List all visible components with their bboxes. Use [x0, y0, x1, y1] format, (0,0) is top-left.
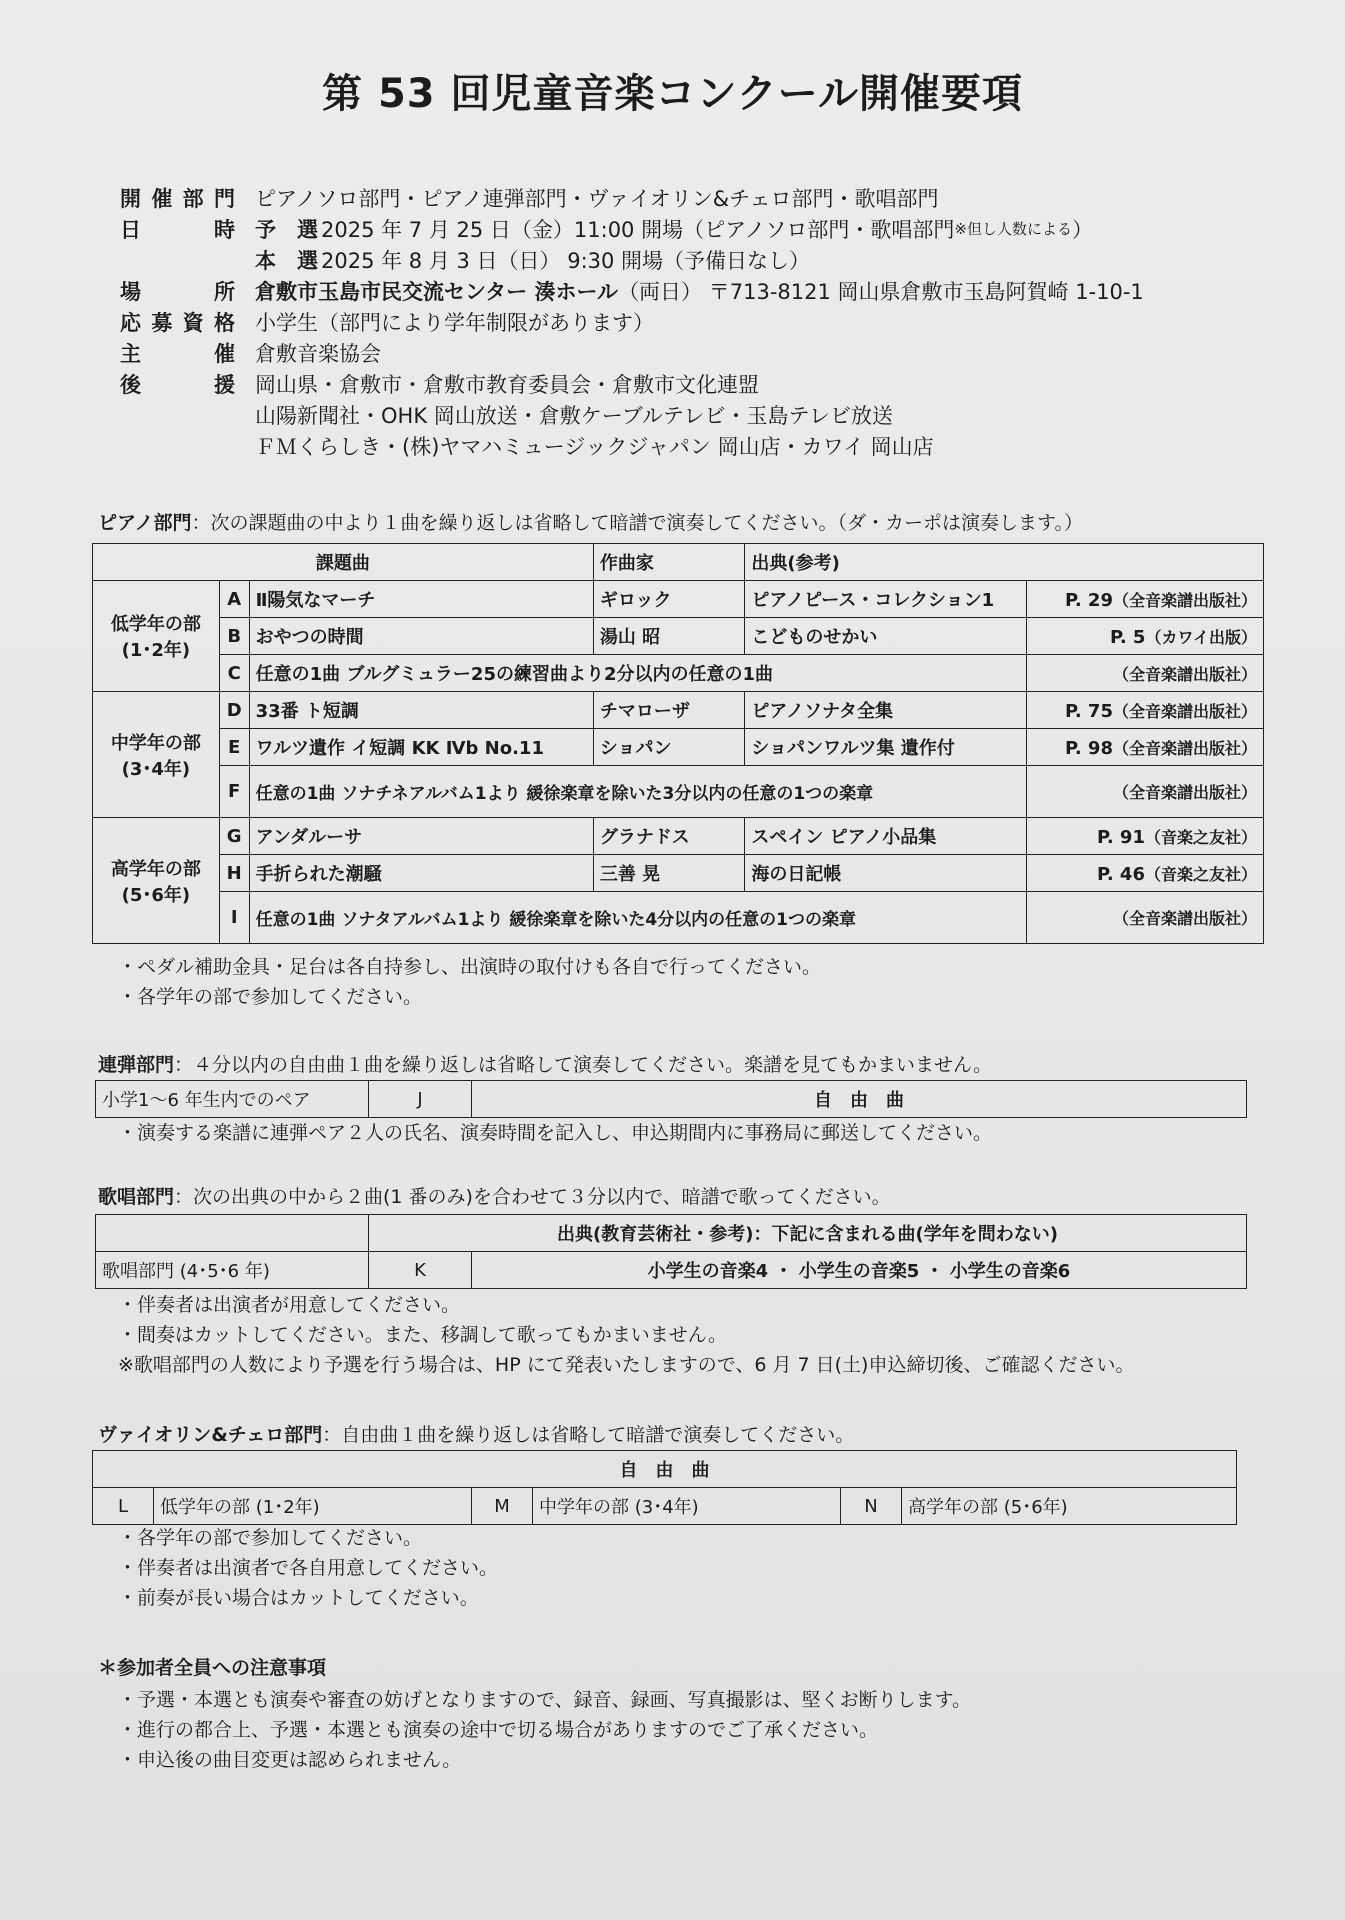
table-row: B おやつの時間 湯山 昭 こどものせかい P. 5（カワイ出版）	[93, 618, 1264, 655]
table-row: F 任意の1曲 ソナチネアルバム1より 緩徐楽章を除いた3分以内の任意の1つの楽章 （全音楽譜出版社）	[93, 766, 1264, 818]
info-date-prelim: 日 時 予 選 2025 年 7 月 25 日（金）11:00 開場（ピアノソロ部門・歌唱部門 ※但し人数による ）	[120, 217, 1093, 242]
table-row: L 低学年の部 (1･2年) M 中学年の部 (3･4年) N 高学年の部 (5･6年)	[93, 1488, 1237, 1525]
col-composer-header: 作曲家	[593, 544, 745, 581]
info-support-3: ＦＭくらしき・(株)ヤマハミュージックジャパン 岡山店・カワイ 岡山店	[255, 434, 934, 459]
info-venue: 場 所 倉敷市玉島市民交流センター 湊ホール （両日） 〒713-8121 岡山県倉敷市玉島阿賀崎 1-10-1	[120, 279, 1144, 304]
table-row: E ワルツ遺作 イ短調 KK Ⅳb No.11 ショパン ショパンワルツ集 遺作付 P. 98（全音楽譜出版社）	[93, 729, 1264, 766]
group-mid: 中学年の部 (3･4年)	[93, 692, 220, 818]
caution-heading: ＊参加者全員への注意事項	[98, 1657, 327, 1679]
group-low: 低学年の部 (1･2年)	[93, 581, 220, 692]
col-piece-header: 課題曲	[93, 544, 594, 581]
table-row: 自 由 曲	[93, 1451, 1237, 1488]
piano-table	[92, 543, 1264, 944]
table-row: 出典(教育芸術社・参考)：下記に含まれる曲(学年を問わない)	[96, 1215, 1247, 1252]
info-organizer: 主 催 倉敷音楽協会	[120, 341, 381, 366]
vocal-notes: ・伴奏者は出演者が用意してください。 ・間奏はカットしてください。また、移調して歌ってもかまいません。 ※歌唱部門の人数により予選を行う場合は、HP にて発表いたしますので、6 月 7 日(土)申込締切後、ご確認ください。	[118, 1294, 1135, 1376]
strings-table	[92, 1450, 1237, 1525]
table-row: 小学1～6 年生内でのペア J 自 由 曲	[96, 1081, 1247, 1118]
info-support-2: 山陽新聞社・OHK 岡山放送・倉敷ケーブルテレビ・玉島テレビ放送	[255, 403, 894, 428]
table-row: 中学年の部 (3･4年) D 33番 ト短調 チマローザ ピアノソナタ全集 P. 75（全音楽譜出版社）	[93, 692, 1264, 729]
piano-table-header	[93, 544, 1264, 581]
table-row: 低学年の部 (1･2年) A Ⅱ陽気なマーチ ギロック ピアノピース・コレクション1 P. 29（全音楽譜出版社）	[93, 581, 1264, 618]
duet-table	[95, 1080, 1247, 1118]
piano-notes: ・ペダル補助金具・足台は各自持参し、出演時の取付けも各自で行ってください。 ・各学年の部で参加してください。	[118, 956, 822, 1008]
strings-notes: ・各学年の部で参加してください。 ・伴奏者は出演者で各自用意してください。 ・前奏が長い場合はカットしてください。	[118, 1527, 499, 1609]
strings-section-heading: ヴァイオリン&チェロ部門：自由曲１曲を繰り返しは省略して暗譜で演奏してください。	[98, 1424, 855, 1446]
duet-section-heading: 連弾部門：４分以内の自由曲１曲を繰り返しは省略して演奏してください。楽譜を見てもかまいません。	[98, 1054, 993, 1076]
info-divisions: 開催部門 ピアノソロ部門・ピアノ連弾部門・ヴァイオリン&チェロ部門・歌唱部門	[120, 186, 939, 211]
info-date-final: 本 選 2025 年 8 月 3 日（日） 9:30 開場（予備日なし）	[255, 248, 811, 273]
table-row: I 任意の1曲 ソナタアルバム1より 緩徐楽章を除いた4分以内の任意の1つの楽章 （全音楽譜出版社）	[93, 892, 1264, 944]
group-high: 高学年の部 (5･6年)	[93, 818, 220, 944]
vocal-table	[95, 1214, 1247, 1289]
caution-list: ・予選・本選とも演奏や審査の妨げとなりますので、録音、録画、写真撮影は、堅くお断りします。 ・進行の都合上、予選・本選とも演奏の途中で切る場合がありますのでご了承ください。 ・申込後の曲目変更は認められません。	[118, 1689, 972, 1771]
table-row: H 手折られた潮騒 三善 晃 海の日記帳 P. 46（音楽之友社）	[93, 855, 1264, 892]
page-title: 第 53 回児童音楽コンクール開催要項	[322, 71, 1023, 117]
table-row: 高学年の部 (5･6年) G アンダルーサ グラナドス スペイン ピアノ小品集 P. 91（音楽之友社）	[93, 818, 1264, 855]
table-row: C 任意の1曲 ブルグミュラー25の練習曲より2分以内の任意の1曲 （全音楽譜出版社）	[93, 655, 1264, 692]
info-support: 後 援 岡山県・倉敷市・倉敷市教育委員会・倉敷市文化連盟	[120, 372, 759, 397]
duet-notes: ・演奏する楽譜に連弾ペア２人の氏名、演奏時間を記入し、申込期間内に事務局に郵送してください。	[118, 1122, 993, 1144]
table-row: 歌唱部門 (4･5･6 年) K 小学生の音楽4 ・ 小学生の音楽5 ・ 小学生の音楽6	[96, 1252, 1247, 1289]
info-eligibility: 応募資格 小学生（部門により学年制限があります）	[120, 310, 654, 335]
vocal-section-heading: 歌唱部門：次の出典の中から２曲(1 番のみ)を合わせて３分以内で、暗譜で歌ってください。	[98, 1186, 891, 1208]
piano-section-heading: ピアノ部門：次の課題曲の中より１曲を繰り返しは省略して暗譜で演奏してください。（ダ・カーポは演奏します。）	[98, 512, 1083, 534]
col-source-header: 出典(参考)	[745, 544, 1264, 581]
event-info	[120, 182, 1144, 461]
